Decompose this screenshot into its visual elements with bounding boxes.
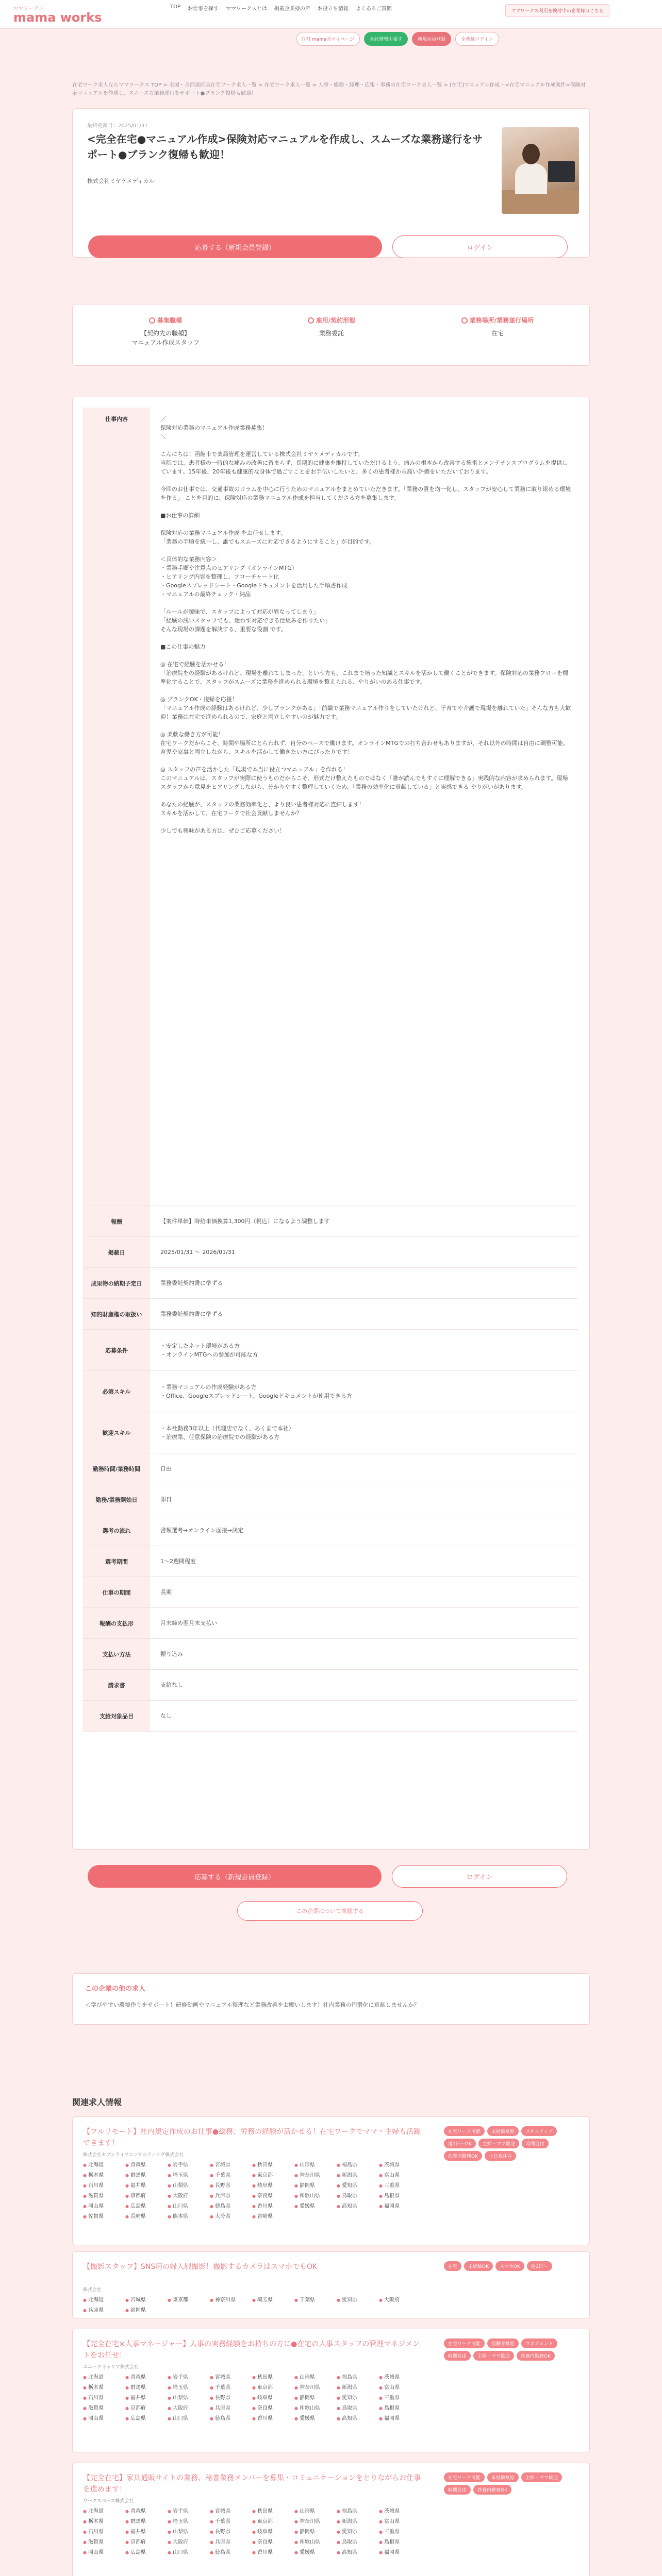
related-job-company: 株式会社セブンライフコンサルティング株式会社	[83, 2153, 184, 2158]
prefecture-item: ● 広島県	[125, 2202, 168, 2211]
detail-row	[83, 1670, 578, 1701]
prefecture-item: ● 山梨県	[168, 2394, 210, 2402]
detail-value: 業務委託契約書に準ずる	[160, 1311, 223, 1317]
prefecture-item: ● 宮城県	[210, 2374, 252, 2382]
related-job-company: ユニークキャリア株式会社	[83, 2365, 139, 2370]
header-actions	[296, 32, 499, 46]
detail-label: 報酬	[83, 1206, 150, 1236]
prefecture-item: ● 愛媛県	[294, 2202, 337, 2211]
top-nav	[170, 4, 392, 12]
summary-job-type	[88, 316, 243, 347]
prefecture-item: ● 青森県	[125, 2507, 168, 2516]
prefecture-list	[83, 2507, 423, 2557]
prefecture-item: ● 千葉県	[210, 2384, 252, 2392]
prefecture-item: ● 山口県	[168, 2202, 210, 2211]
prefecture-item: ● 大阪府	[168, 2192, 210, 2200]
prefecture-item: ● 大阪府	[168, 2404, 210, 2413]
prefecture-item: ● 奈良県	[252, 2192, 294, 2200]
detail-label: 報酬の支払形	[83, 1608, 150, 1638]
prefecture-item: ● 青森県	[125, 2161, 168, 2170]
detail-label: 選考の流れ	[83, 1515, 150, 1546]
prefecture-item: ● 福井県	[125, 2182, 168, 2190]
prefecture-item: ● 宮城県	[210, 2507, 252, 2516]
prefecture-item: ● 福島県	[337, 2161, 379, 2170]
prefecture-item: ● 岐阜県	[252, 2182, 294, 2190]
job-tag: 在宅	[444, 2261, 461, 2271]
related-job-card[interactable]	[72, 2116, 590, 2245]
prefecture-item: ● 千葉県	[210, 2172, 252, 2180]
prefecture-item: ● 長野県	[210, 2528, 252, 2536]
prefecture-item: ● 愛知県	[337, 2528, 379, 2536]
prefecture-item: ● 三重県	[379, 2182, 421, 2190]
job-tag: 週1日〜OK	[444, 2139, 476, 2148]
detail-row	[83, 1330, 578, 1371]
prefecture-item: ● 神奈川県	[294, 2172, 337, 2180]
prefecture-item: ● 岡山県	[83, 2415, 125, 2423]
prefecture-item: ● 兵庫県	[210, 2404, 252, 2413]
detail-row	[83, 1484, 578, 1515]
detail-label: 支払い方法	[83, 1639, 150, 1669]
detail-value: ・本社勤務3年以上（代理店でなく、あくまで本社） ・治療業、任意保険の治療院での経験がある方	[160, 1425, 294, 1440]
register-button[interactable]: 新規会員登録	[412, 32, 451, 46]
prefecture-item: ● 岩手県	[168, 2507, 210, 2516]
prefecture-item: ● 栃木県	[83, 2518, 125, 2526]
related-job-title[interactable]: 【撮影スタッフ】SNS用の婦人服撮影！撮影するカメラはスマホでもOK	[83, 2263, 318, 2271]
prefecture-item: ● 愛知県	[337, 2394, 379, 2402]
mypage-button[interactable]: [担] mamaのマイページ	[296, 32, 360, 46]
nav-item[interactable]: お役立ち情報	[317, 6, 349, 12]
prefecture-item: ● 山梨県	[168, 2182, 210, 2190]
detail-label: 勤務時間/業務時間	[83, 1453, 150, 1484]
prefecture-item: ● 山形県	[294, 2161, 337, 2170]
job-tags	[444, 2472, 578, 2495]
detail-value: 2025/01/31 ～ 2026/01/31	[160, 1249, 235, 1256]
prefecture-item: ● 福岡県	[125, 2307, 168, 2315]
detail-label: 掲載日	[83, 1237, 150, 1267]
prefecture-item: ● 新潟県	[337, 2172, 379, 2180]
prefecture-item: ● 石川県	[83, 2528, 125, 2536]
prefecture-item: ● 香川県	[252, 2549, 294, 2557]
last-updated: 最終更新日：2025/01/31	[87, 123, 148, 129]
company-name[interactable]: 株式会社ミヤケメディカル	[87, 178, 155, 184]
prefecture-item: ● 和歌山県	[294, 2538, 337, 2547]
related-job-title[interactable]: 【フルリモート】社内規定作成のお仕事●総務、労務の経験が活かせる！在宅ワークでママ・主婦も活躍できます！	[83, 2128, 421, 2147]
job-tag: 土日祝休み	[485, 2151, 516, 2161]
prefecture-item: ● 北海道	[83, 2374, 125, 2382]
prefecture-item: ● 広島県	[125, 2549, 168, 2557]
prefecture-item: ● 山口県	[168, 2549, 210, 2557]
prefecture-item: ● 長野県	[210, 2182, 252, 2190]
detail-value: 月末締め翌月末支払い	[160, 1620, 217, 1626]
detail-label: 支給対象品目	[83, 1701, 150, 1731]
prefecture-item: ● 和歌山県	[294, 2192, 337, 2200]
prefecture-item: ● 秋田県	[252, 2161, 294, 2170]
prefecture-item: ● 岩手県	[168, 2161, 210, 2170]
detail-label: 仕事の期間	[83, 1577, 150, 1607]
prefecture-item: ● 岐阜県	[252, 2394, 294, 2402]
prefecture-item: ● 滋賀県	[83, 2404, 125, 2413]
prefecture-item: ● 神奈川県	[210, 2296, 252, 2304]
detail-row	[83, 1237, 578, 1268]
detail-label: 必須スキル	[83, 1371, 150, 1412]
detail-value: 支給なし	[160, 1682, 183, 1688]
prefecture-item: ● 神奈川県	[294, 2518, 337, 2526]
prefecture-item: ● 高知県	[337, 2549, 379, 2557]
job-hero-card	[72, 108, 590, 258]
job-tag: 時間自由	[522, 2139, 549, 2148]
prefecture-item: ● 高知県	[337, 2415, 379, 2423]
prefecture-item: ● 大分県	[210, 2213, 252, 2221]
detail-label: 請求書	[83, 1670, 150, 1700]
job-tag: 扶養内勤務OK	[444, 2151, 482, 2161]
bottom-cta	[72, 1865, 590, 1932]
related-job-title[interactable]: 【完全在宅】家具通販サイトの業務、秘書業務メンバーを募集・コミュニケーションをとりながらお仕事を進めます！	[83, 2474, 421, 2494]
prefecture-item: ● 岡山県	[83, 2549, 125, 2557]
detail-row	[83, 1453, 578, 1484]
prefecture-item: ● 大阪府	[168, 2538, 210, 2547]
prefecture-item: ● 岐阜県	[252, 2528, 294, 2536]
detail-label: 選考期間	[83, 1546, 150, 1577]
prefecture-list	[83, 2296, 423, 2315]
job-tag: 在宅ワーク可能	[444, 2472, 485, 2482]
prefecture-item: ● 山口県	[168, 2415, 210, 2423]
prefecture-item: ● 栃木県	[83, 2172, 125, 2180]
prefecture-item: ● 佐賀県	[83, 2213, 125, 2221]
prefecture-item: ● 高知県	[337, 2202, 379, 2211]
summary-value: 業務委託	[319, 330, 344, 337]
nav-item[interactable]: TOP	[170, 4, 181, 10]
prefecture-item: ● 愛知県	[337, 2182, 379, 2190]
prefecture-item: ● 三重県	[379, 2394, 421, 2402]
prefecture-item: ● 埼玉県	[168, 2518, 210, 2526]
detail-value: 振り込み	[160, 1651, 183, 1657]
prefecture-item: ● 愛媛県	[294, 2549, 337, 2557]
job-tag: スキルアップ	[521, 2126, 557, 2136]
prefecture-item: ● 滋賀県	[83, 2538, 125, 2547]
summary-heading: 業務場所/業務遂行場所	[469, 317, 534, 324]
job-tag: 未経験歓迎	[487, 2126, 519, 2136]
prefecture-item: ● 群馬県	[125, 2518, 168, 2526]
detail-value: ／ 保険対応業務のマニュアル作成業務募集！ ＼ こんにちは！函館市で薬局管理を運営している株式会社ミヤケメディカルです。 当院では、患者様の一時的な痛みの改善に留まらず、長期的に健康を維持していただけるよう、痛みの根本から改善する施術とメンテナンスプログラムを提供しています。15年後、20年後も健康的な身体で過ごすことをお手伝いしたいと、多くの患者様から高い評価をいただいております。 今回のお仕事では、交通事故のコラムを中心に行うためのマニュアルをまとめていただきます。「業務の質を均一化し、スタッフが安心して業務に取り組める環境を作る」 ことを目的に、保険対応の業務マニュアル作成を担当してくださる方を募集します。 ■お仕事の詳細 保険対応の業務マニュアル作成 をお任せします。 「業務の手順を統一し、誰でもスムーズに対応できるようにすること」が目的です。 ＜具体的な業務内容＞ ・業務手順や注意点のヒアリング（オンラインMTG） ・ヒアリング内容を整理し、フローチャート化 ・Googleスプレッドシート・Googleドキュメントを活用した手順書作成 ・マニュアルの最終チェック・納品 「ルールが曖昧で、スタッフによって対応が異なってしまう」 「経験の浅いスタッフでも、迷わず対応できる仕組みを作りたい」 そんな現場の課題を解決する、重要な役割 です。 ■この仕事の魅力 ◎ 在宅で経験を活かせる！ 「治療院をの経験があるけれど、現場を離れてしまった」という方も、これまで培った知識とスキルを活かして働くことができます。保険対応の業務フローを標準化することで、スタッフがスムーズに業務を進められる環境を整えられる、やりがいのある仕事です。 ◎ ブランクOK・復帰を応援！ 「マニュアル作成の経験はあるけれど、少しブランクがある」「前職で業務マニュアル作りをしていたけれど、子育てや介護で現場を離れていた」そんな方も大歓迎！業務は在宅で進められるので、家庭と両立しやすいのが魅力です。 ◎ 柔軟な働き方が可能！ 在宅ワークだからこそ、時間や場所にとらわれず、自分のペースで働けます。オンラインMTGでの打ち合わせもありますが、それ以外の時間は自由に調整可能。育児や家事と両立しながら、スキルを活かして働きたい方にぴったりです！ ◎ スタッフの声を活かした「現場で本当に役立つマニュアル」を作れる！ このマニュアルは、スタッフが実際に使うものだからこそ、形式だけ整えたものではなく「誰が読んでもすぐに理解できる」実践的な内容が求められます。現場スタッフから意見をヒアリングしながら、分かりやすく整理していくため、「業務の効率化に貢献している」と実感できる やりがいがあります。 あなたの経験が、スタッフの業務効率化と、より良い患者様対応に直結します！ スキルを活かして、在宅ワークで社会貢献しませんか？ 少しでも興味がある方は、ぜひご応募ください！	[160, 416, 571, 834]
detail-value: 即日	[160, 1496, 172, 1503]
job-tags	[444, 2261, 578, 2271]
job-title: <完全在宅●マニュアル作成>保険対応マニュアルを作成し、スムーズな業務遂行をサポート●ブランク復帰も歓迎！	[87, 133, 483, 161]
prefecture-item: ● 埼玉県	[168, 2384, 210, 2392]
related-job-card[interactable]	[72, 2463, 590, 2576]
prefecture-item: ● 京都府	[125, 2538, 168, 2547]
prefecture-item: ● 和歌山県	[294, 2404, 337, 2413]
prefecture-item: ● 香川県	[252, 2415, 294, 2423]
detail-row	[83, 1371, 578, 1412]
prefecture-item: ● 宮城県	[210, 2161, 252, 2170]
detail-label: 成果物の納期予定日	[83, 1268, 150, 1298]
prefecture-item: ● 兵庫県	[210, 2192, 252, 2200]
detail-value: 書類選考→オンライン面接→決定	[160, 1527, 244, 1534]
prefecture-item: ● 千葉県	[210, 2518, 252, 2526]
prefecture-item: ● 島根県	[379, 2538, 421, 2547]
prefecture-item: ● 茨城県	[379, 2507, 421, 2516]
company-info-button[interactable]: 会社情報を掲す	[364, 32, 408, 46]
prefecture-list	[83, 2161, 423, 2221]
job-tag: スマホOK	[495, 2261, 524, 2271]
summary-value: 【契約先の職種】 マニュアル作成スタッフ	[131, 330, 200, 346]
login-button-bottom[interactable]: ログイン	[392, 1865, 567, 1888]
prefecture-item: ● 奈良県	[252, 2404, 294, 2413]
prefecture-item: ● 富山県	[379, 2384, 421, 2392]
company-login-button[interactable]: 企業様ログイン	[455, 32, 499, 46]
detail-value: 【案件単価】時給単価換算1,300円（税込）になるよう調整します	[160, 1218, 330, 1225]
detail-row	[83, 1577, 578, 1608]
detail-value: ・安定したネット環境がある方 ・オンラインMTGへの参加が可能な方	[160, 1342, 258, 1358]
detail-value: 長期	[160, 1589, 172, 1596]
prefecture-item: ● 岡山県	[83, 2202, 125, 2211]
prefecture-item: ● 島根県	[379, 2192, 421, 2200]
prefecture-item: ● 三重県	[379, 2528, 421, 2536]
prefecture-item: ● 宮城県	[125, 2296, 168, 2304]
detail-row	[83, 1412, 578, 1453]
detail-row	[83, 1546, 578, 1577]
detail-row	[83, 1701, 578, 1732]
prefecture-item: ● 石川県	[83, 2394, 125, 2402]
prefecture-item: ● 東京都	[252, 2172, 294, 2180]
detail-label: 歓迎スキル	[83, 1412, 150, 1453]
prefecture-item: ● 栃木県	[83, 2384, 125, 2392]
other-job-link[interactable]: ＜学びやすい環境作りをサポート！研修動画やマニュアル整理など業務改善をお願いします！社内業務の円滑化に貢献しませんか？	[85, 2002, 420, 2008]
job-summary	[72, 304, 590, 366]
detail-row	[83, 1299, 578, 1330]
prefecture-item: ● 福島県	[337, 2374, 379, 2382]
breadcrumb[interactable]: 在宅ワーク求人ならママワークス TOP > 全国・全都道府県在宅ワーク求人一覧 > 在宅ワーク求人一覧 > 人事・総務・経理・広報・事務の在宅ワーク求人一覧 > [在宅]マニュアル作成・<在宅マニュアル作成案件>保険対応マニュアルを作成し、スムーズな業務遂行をサポート●ブランク復帰も歓迎！	[72, 82, 586, 96]
apply-button[interactable]: 応募する（新規会員登録）	[88, 235, 382, 258]
prefecture-item: ● 福岡県	[379, 2415, 421, 2423]
prefecture-item: ● 山梨県	[168, 2528, 210, 2536]
other-jobs-box	[72, 1973, 590, 2025]
document-icon	[308, 317, 314, 324]
prefecture-item: ● 兵庫県	[210, 2538, 252, 2547]
prefecture-item: ● 長野県	[210, 2394, 252, 2402]
nav-item[interactable]: よくあるご質問	[355, 6, 392, 12]
prefecture-item: ● 山形県	[294, 2374, 337, 2382]
prefecture-item: ● 島根県	[379, 2404, 421, 2413]
detail-row	[83, 1515, 578, 1546]
prefecture-item: ● 長崎県	[125, 2213, 168, 2221]
prefecture-item: ● 埼玉県	[168, 2172, 210, 2180]
prefecture-item: ● 宮崎県	[252, 2213, 294, 2221]
job-tag: 週1日〜	[527, 2261, 552, 2271]
prefecture-item: ● 富山県	[379, 2518, 421, 2526]
prefecture-item: ● 青森県	[125, 2374, 168, 2382]
prefecture-item: ● 岩手県	[168, 2374, 210, 2382]
summary-heading: 募集職種	[157, 317, 182, 324]
site-header	[0, 0, 662, 29]
related-job-title[interactable]: 【完全在宅×人事マネージャー】人事の実務経験をお持ちの方に●在宅の人事スタッフの管理マネジメントをお任せ！	[83, 2340, 420, 2360]
prefecture-item: ● 広島県	[125, 2415, 168, 2423]
prefecture-item: ● 静岡県	[294, 2528, 337, 2536]
prefecture-item: ● 秋田県	[252, 2374, 294, 2382]
prefecture-item: ● 愛媛県	[294, 2415, 337, 2423]
prefecture-item: ● 愛知県	[337, 2296, 379, 2304]
prefecture-item: ● 大阪府	[379, 2296, 421, 2304]
other-jobs-heading: この企業の他の求人	[85, 1985, 146, 1993]
related-job-card[interactable]	[72, 2251, 590, 2318]
detail-row	[83, 408, 578, 1206]
job-tags	[444, 2338, 578, 2361]
summary-location	[420, 316, 575, 338]
related-jobs-heading: 関連求人情報	[72, 2097, 122, 2107]
prefecture-item: ● 静岡県	[294, 2394, 337, 2402]
prefecture-item: ● 鳥取県	[337, 2538, 379, 2547]
prefecture-item: ● 滋賀県	[83, 2192, 125, 2200]
detail-label: 仕事内容	[83, 408, 150, 1206]
detail-row	[83, 1268, 578, 1299]
site-logo[interactable]	[13, 5, 102, 24]
prefecture-item: ● 京都府	[125, 2404, 168, 2413]
summary-heading: 雇用/契約形態	[316, 317, 356, 324]
prefecture-item: ● 東京都	[252, 2384, 294, 2392]
nav-item[interactable]: 掲載企業様の声	[274, 6, 310, 12]
detail-value: 業務委託契約書に準ずる	[160, 1280, 223, 1286]
prefecture-item: ● 東京都	[168, 2296, 210, 2304]
prefecture-item: ● 福島県	[337, 2507, 379, 2516]
prefecture-item: ● 新潟県	[337, 2384, 379, 2392]
login-button[interactable]: ログイン	[392, 235, 568, 258]
job-tag: 主婦・ママ歓迎	[473, 2351, 514, 2361]
detail-row	[83, 1639, 578, 1670]
prefecture-item: ● 香川県	[252, 2202, 294, 2211]
job-tag: 経験者歓迎	[487, 2338, 519, 2348]
nav-item[interactable]: お仕事を探す	[188, 6, 219, 12]
prefecture-item: ● 兵庫県	[83, 2307, 125, 2315]
prefecture-list	[83, 2374, 423, 2423]
prefecture-item: ● 熊本県	[168, 2213, 210, 2221]
location-icon	[461, 317, 468, 324]
prefecture-item: ● 新潟県	[337, 2518, 379, 2526]
prefecture-item: ● 静岡県	[294, 2182, 337, 2190]
prefecture-item: ● 石川県	[83, 2182, 125, 2190]
logo-wordmark: mama works	[13, 10, 102, 25]
related-job-company: ワークスペース株式会社	[83, 2499, 134, 2504]
prefecture-item: ● 茨城県	[379, 2161, 421, 2170]
related-job-company: 株式会社	[83, 2287, 102, 2293]
prefecture-item: ● 千葉県	[294, 2296, 337, 2304]
person-icon	[149, 317, 155, 324]
job-tag: 主婦・ママ歓迎	[521, 2472, 562, 2482]
detail-row	[83, 1206, 578, 1237]
prefecture-item: ● 北海道	[83, 2507, 125, 2516]
prefecture-item: ● 徳島県	[210, 2549, 252, 2557]
prefecture-item: ● 埼玉県	[252, 2296, 294, 2304]
prefecture-item: ● 福井県	[125, 2394, 168, 2402]
prefecture-item: ● 山形県	[294, 2507, 337, 2516]
prefecture-item: ● 神奈川県	[294, 2384, 337, 2392]
job-tag: 時間自由	[444, 2485, 471, 2495]
prefecture-item: ● 北海道	[83, 2296, 125, 2304]
job-detail-table	[72, 397, 590, 1850]
logo-subtitle: ママワークス	[13, 6, 44, 11]
summary-value: 在宅	[491, 330, 504, 337]
detail-value: 自由	[160, 1465, 172, 1472]
prefecture-item: ● 秋田県	[252, 2507, 294, 2516]
job-tag: 扶養内勤務OK	[517, 2351, 555, 2361]
detail-value: なし	[160, 1713, 172, 1719]
prefecture-item: ● 北海道	[83, 2161, 125, 2170]
detail-value: 1～2週間程度	[160, 1558, 196, 1565]
prefecture-item: ● 東京都	[252, 2518, 294, 2526]
company-notice-button[interactable]: ママワークス利用を検討中の企業様はこちら	[505, 4, 609, 17]
job-tag: 時間自由	[444, 2351, 471, 2361]
job-tag: マネジメント	[521, 2338, 557, 2348]
apply-button-bottom[interactable]: 応募する（新規会員登録）	[88, 1865, 382, 1888]
prefecture-item: ● 福岡県	[379, 2202, 421, 2211]
prefecture-item: ● 群馬県	[125, 2384, 168, 2392]
job-photo	[502, 127, 579, 214]
job-tag: 在宅ワーク可能	[444, 2126, 485, 2136]
company-about-button[interactable]: この企業について確認する	[237, 1901, 423, 1921]
detail-label: 応募条件	[83, 1330, 150, 1370]
prefecture-item: ● 徳島県	[210, 2415, 252, 2423]
nav-item[interactable]: ママワークスとは	[226, 6, 267, 12]
job-tag: 在宅ワーク可能	[444, 2338, 485, 2348]
prefecture-item: ● 徳島県	[210, 2202, 252, 2211]
detail-label: 知的財産権の取扱い	[83, 1299, 150, 1329]
prefecture-item: ● 福岡県	[379, 2549, 421, 2557]
job-tag: 扶養内勤務OK	[473, 2485, 511, 2495]
job-tag: 未経験歓迎	[487, 2472, 519, 2482]
prefecture-item: ● 京都府	[125, 2192, 168, 2200]
prefecture-item: ● 奈良県	[252, 2538, 294, 2547]
job-tag: 未経験OK	[464, 2261, 493, 2271]
related-job-card[interactable]	[72, 2329, 590, 2452]
prefecture-item: ● 鳥取県	[337, 2192, 379, 2200]
prefecture-item: ● 群馬県	[125, 2172, 168, 2180]
prefecture-item: ● 茨城県	[379, 2374, 421, 2382]
prefecture-item: ● 富山県	[379, 2172, 421, 2180]
job-tag: 主婦・ママ歓迎	[478, 2139, 519, 2148]
prefecture-item: ● 福井県	[125, 2528, 168, 2536]
summary-contract-type	[254, 316, 409, 338]
detail-label: 勤務/業務開始日	[83, 1484, 150, 1515]
job-tags	[444, 2126, 578, 2161]
prefecture-item: ● 鳥取県	[337, 2404, 379, 2413]
detail-row	[83, 1608, 578, 1639]
detail-value: ・業務マニュアルの作成経験がある方 ・Office、Googleスプレッドシート、Googleドキュメントが使用できる方	[160, 1383, 353, 1399]
